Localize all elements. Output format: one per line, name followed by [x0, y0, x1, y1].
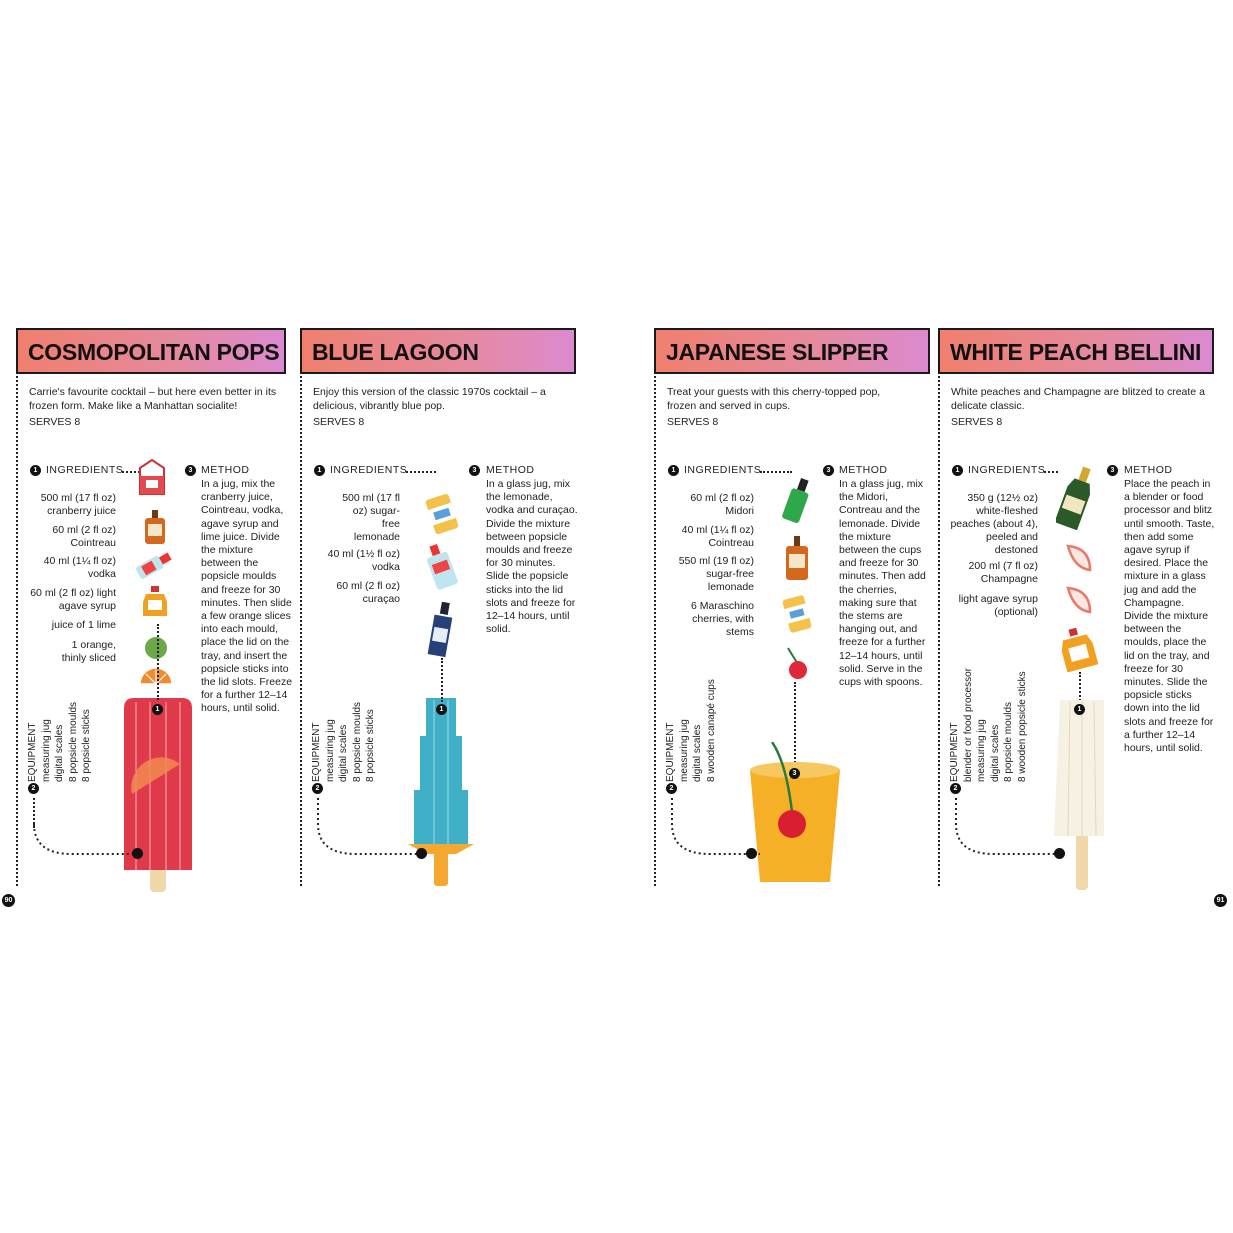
ingredient-item: juice of 1 lime — [51, 619, 116, 631]
recipe-blue-lagoon — [300, 328, 576, 888]
ingredients-heading: INGREDIENTS — [46, 464, 124, 476]
equipment-end-marker — [416, 848, 427, 859]
equipment-end-marker — [1054, 848, 1065, 859]
ingredients-marker: 1 — [30, 465, 41, 476]
method-marker: 3 — [185, 465, 196, 476]
vodka-bottle-icon — [132, 548, 176, 582]
recipe-title-box — [938, 328, 1214, 374]
recipe-intro: Enjoy this version of the classic 1970s cocktail – a delicious, vibrantly blue pop. — [313, 386, 546, 412]
equipment-curve — [670, 798, 780, 858]
equipment-item: digital scales — [989, 724, 1001, 782]
recipe-title: JAPANESE SLIPPER — [666, 339, 889, 365]
connector-line — [441, 658, 443, 702]
ingredient-item: 350 g (12½ oz) white-fleshed peaches (about 4), peeled and destoned — [950, 492, 1038, 556]
equipment-marker: 2 — [950, 783, 961, 794]
equipment-marker: 2 — [312, 783, 323, 794]
equipment-item: measuring jug — [40, 719, 52, 782]
orange-slice-icon — [138, 664, 174, 688]
ingredients-marker: 1 — [668, 465, 679, 476]
equipment-item: 8 wooden canapé cups — [705, 679, 717, 782]
connector-line — [157, 624, 159, 700]
champagne-bottle-icon — [1056, 466, 1096, 530]
serves-label: SERVES 8 — [951, 416, 1003, 428]
method-heading: METHOD — [201, 464, 250, 476]
serves-label: SERVES 8 — [313, 416, 365, 428]
method-paragraph: In a jug, mix the cranberry juice, Cointreau, vodka, agave syrup and lime juice. Divide the mixture between the popsicle moulds and freeze for 30 minutes. Then slide a few orange slices into each mould, place the lid on the tray, and insert the popsicle sticks into the lid slots. Freeze for a further 12–14 hours, until solid. — [201, 478, 293, 715]
equipment-item: measuring jug — [324, 719, 336, 782]
cherry-icon — [782, 646, 812, 682]
curacao-bottle-icon — [424, 602, 458, 658]
recipe-title: WHITE PEACH BELLINI — [950, 339, 1202, 365]
recipe-title: BLUE LAGOON — [312, 339, 479, 365]
recipe-title-box — [300, 328, 576, 374]
step-marker: 1 — [436, 704, 447, 715]
dotted-guide — [300, 376, 302, 886]
equipment-block — [664, 679, 718, 782]
equipment-curve — [954, 798, 1064, 858]
method-text — [839, 478, 931, 689]
agave-syrup-icon — [140, 586, 170, 618]
ingredients-heading: INGREDIENTS — [968, 464, 1046, 476]
equipment-block — [26, 702, 94, 782]
equipment-heading: EQUIPMENT — [665, 722, 676, 782]
recipe-japanese-slipper — [654, 328, 930, 888]
recipe-intro: Treat your guests with this cherry-topped pop, frozen and served in cups. — [667, 386, 881, 412]
equipment-item: digital scales — [692, 724, 703, 782]
equipment-block — [948, 668, 1029, 782]
recipe-intro: White peaches and Champagne are blitzed to create a delicate classic. — [951, 386, 1205, 412]
equipment-item: blender or food processor — [962, 668, 974, 782]
ingredients-marker: 1 — [952, 465, 963, 476]
ingredient-item: 500 ml (17 fl oz) cranberry juice — [40, 492, 116, 517]
ingredient-item: 200 ml (7 fl oz) Champagne — [968, 560, 1038, 585]
method-heading: METHOD — [839, 464, 888, 476]
dotted-guide — [654, 376, 656, 886]
recipe-title: COSMOPOLITAN POPS — [28, 339, 280, 365]
equipment-heading: EQUIPMENT — [949, 722, 960, 782]
equipment-item: 8 popsicle sticks — [365, 709, 376, 782]
equipment-curve — [32, 824, 142, 884]
step-marker: 1 — [152, 704, 163, 715]
dotted-guide — [16, 376, 18, 886]
equipment-item: digital scales — [338, 724, 349, 782]
ingredient-item: 40 ml (1½ fl oz) vodka — [327, 548, 400, 573]
ingredients-marker: 1 — [314, 465, 325, 476]
midori-bottle-icon — [782, 478, 812, 524]
page-number-left: 90 — [2, 894, 15, 907]
method-marker: 3 — [469, 465, 480, 476]
equipment-heading: EQUIPMENT — [311, 722, 322, 782]
ingredient-item: 550 ml (19 fl oz) sugar-free lemonade — [678, 555, 754, 593]
vodka-bottle-icon — [424, 544, 458, 590]
ingredient-item: 60 ml (2 fl oz) light agave syrup — [30, 587, 116, 612]
page-number-right: 91 — [1214, 894, 1227, 907]
equipment-marker: 2 — [666, 783, 677, 794]
recipe-white-peach-bellini — [938, 328, 1214, 888]
carton-icon — [136, 458, 168, 496]
ingredient-item: 40 ml (1¼ fl oz) vodka — [43, 555, 116, 580]
ingredient-item: 500 ml (17 fl oz) sugar-free lemonade — [342, 492, 400, 543]
dotted-guide — [938, 376, 940, 886]
method-marker: 3 — [1107, 465, 1118, 476]
equipment-item: measuring jug — [976, 719, 987, 782]
recipe-cosmopolitan — [16, 328, 292, 888]
ingredient-item: 60 ml (2 fl oz) Midori — [690, 492, 754, 517]
method-marker: 3 — [823, 465, 834, 476]
equipment-item: 8 popsicle sticks — [81, 709, 92, 782]
recipe-title-box — [16, 328, 286, 374]
method-paragraph: Place the peach in a blender or food processor and blitz until smooth. Taste, then add some agave syrup if desired. Place the mixture in a glass jug and add the Champagne. Divide the mixture between the moulds, place the lid on the tray, and freeze for 30 minutes. Slide the popsicle sticks down into the lid slots and freeze for a further 12–14 hours, until solid. — [1124, 478, 1215, 755]
ingredients-leader — [760, 471, 792, 473]
equipment-marker: 2 — [28, 783, 39, 794]
equipment-item: 8 wooden popsicle sticks — [1016, 671, 1028, 782]
ingredient-item: 60 ml (2 fl oz) Cointreau — [52, 524, 116, 549]
agave-syrup-icon — [1058, 628, 1098, 672]
equipment-block — [310, 702, 378, 782]
lime-icon — [143, 635, 169, 661]
equipment-item: 8 popsicle moulds — [67, 701, 79, 782]
ingredient-item: 40 ml (1¼ fl oz) Cointreau — [681, 524, 754, 549]
recipe-intro: Carrie's favourite cocktail – but here even better in its frozen form. Make like a Manhattan socialite! — [29, 386, 277, 412]
liqueur-bottle-icon — [142, 510, 168, 546]
serves-label: SERVES 8 — [667, 416, 719, 428]
equipment-item: measuring jug — [678, 719, 690, 782]
popsicle-illustration — [1052, 696, 1112, 892]
equipment-heading: EQUIPMENT — [27, 722, 38, 782]
lemonade-can-icon — [780, 594, 814, 634]
method-text — [1124, 478, 1216, 755]
lemonade-can-icon — [424, 492, 460, 536]
ingredient-item: 1 orange, thinly sliced — [61, 639, 116, 664]
ingredient-item: 60 ml (2 fl oz) curaçao — [336, 580, 400, 605]
equipment-end-marker — [132, 848, 143, 859]
ingredients-leader — [406, 471, 436, 473]
serves-label: SERVES 8 — [29, 416, 81, 428]
method-heading: METHOD — [1124, 464, 1173, 476]
peach-slice-icon — [1064, 584, 1094, 616]
method-heading: METHOD — [486, 464, 535, 476]
method-paragraph: In a glass jug, mix the Midori, Contreau and the lemonade. Divide the mixture between the cups and freeze for 30 minutes. Then add the cherries, making sure that the stems are hanging out, and freeze for a further 12–14 hours, until solid. Serve in the cups with spoons. — [839, 478, 926, 689]
ingredient-item: light agave syrup (optional) — [958, 593, 1038, 618]
equipment-item: 8 popsicle moulds — [1003, 701, 1014, 782]
method-text — [201, 478, 293, 716]
ingredients-heading: INGREDIENTS — [684, 464, 762, 476]
equipment-item: digital scales — [54, 724, 65, 782]
method-text — [486, 478, 578, 636]
step-marker: 1 — [1074, 704, 1085, 715]
step-marker: 3 — [789, 768, 800, 779]
liqueur-bottle-icon — [782, 536, 812, 582]
peach-slice-icon — [1064, 542, 1094, 574]
equipment-curve — [316, 798, 426, 858]
equipment-end-marker — [746, 848, 757, 859]
method-paragraph: In a glass jug, mix the lemonade, vodka and curaçao. Divide the mixture between popsicle moulds and freeze for 30 minutes. Slide the popsicle sticks into the lid slots and freeze for 12–14 hours, until solid. — [486, 478, 578, 636]
ingredients-heading: INGREDIENTS — [330, 464, 408, 476]
equipment-item: 8 popsicle moulds — [351, 701, 363, 782]
ingredient-item: 6 Maraschino cherries, with stems — [690, 600, 754, 638]
recipe-title-box — [654, 328, 930, 374]
